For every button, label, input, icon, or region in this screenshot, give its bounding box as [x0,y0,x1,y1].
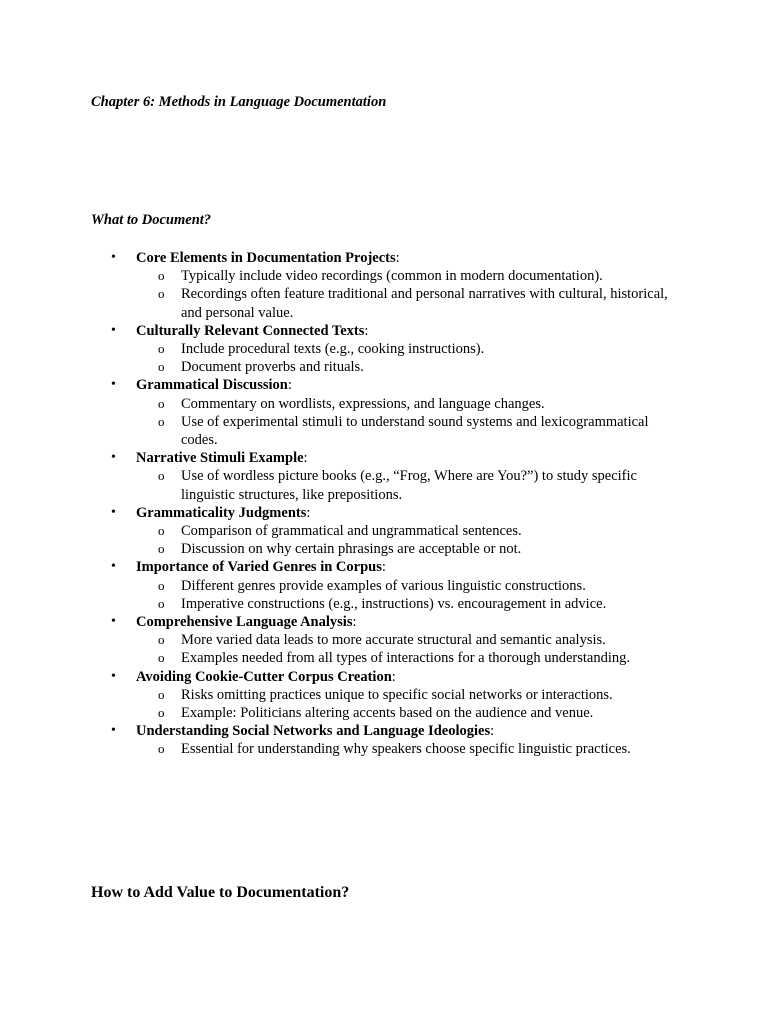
sub-bullet-icon: o [158,577,165,593]
topic-item [0,722,768,758]
subpoint-item [136,267,681,285]
subpoint-text: Document proverbs and rituals. [181,359,364,376]
subpoint-text: Typically include video recordings (common in modern documentation). [181,268,603,285]
subpoint-text: Discussion on why certain phrasings are acceptable or not. [181,541,522,558]
topic-item [0,668,768,723]
sub-bullet-icon: o [158,705,165,721]
bullet-icon: • [111,614,116,630]
subpoint-item [136,358,681,376]
topic-title: Understanding Social Networks and Language Ideologies [136,723,491,740]
topic-title: Grammaticality Judgments [136,504,307,521]
subpoint-text: Risks omitting practices unique to specific social networks or interactions. [181,686,613,703]
sub-bullet-icon: o [158,632,165,648]
bullet-icon: • [111,723,116,739]
subpoint-text: Examples needed from all types of interactions for a thorough understanding. [181,650,630,667]
topic-title-colon: : [395,250,400,266]
subpoint-list [136,267,768,322]
subpoint-item [136,340,681,358]
sub-bullet-icon: o [158,523,165,539]
subpoint-list [136,631,768,667]
sub-bullet-icon: o [158,650,165,666]
subpoint-item [136,577,681,595]
sub-bullet-icon: o [158,741,165,757]
bullet-icon: • [111,668,116,684]
bullet-icon: • [111,504,116,520]
subpoint-item [136,467,681,503]
sub-bullet-icon: o [158,268,165,284]
subpoint-list [136,395,768,450]
subpoint-item [136,522,681,540]
sub-bullet-icon: o [158,686,165,702]
subpoint-item [136,740,681,758]
topic-title-colon: : [287,377,292,394]
topic-title-colon: : [364,322,369,339]
topic-item [0,322,768,377]
topic-outline [0,249,768,759]
subpoint-item [136,395,681,413]
sub-bullet-icon: o [158,395,165,411]
bullet-icon: • [111,250,116,265]
subpoint-text: Commentary on wordlists, expressions, and language changes. [181,395,545,412]
subpoint-text: Different genres provide examples of various linguistic constructions. [181,577,586,594]
subpoint-text: Include procedural texts (e.g., cooking instructions). [181,341,485,358]
subpoint-list [136,740,768,758]
topic-title: Importance of Varied Genres in Corpus [136,559,382,576]
topic-title-colon: : [306,504,311,521]
subpoint-item [136,631,681,649]
subpoint-text: Use of experimental stimuli to understand sound systems and lexicogrammatical codes. [181,413,649,449]
topic-title-colon: : [303,450,308,467]
sub-bullet-icon: o [158,595,165,611]
subpoint-item [136,285,681,321]
bullet-icon: • [111,450,116,466]
subpoint-list [136,577,768,613]
bullet-icon: • [111,559,116,575]
topic-title: Grammatical Discussion [136,377,288,394]
topic-item [0,558,768,613]
subpoint-list [136,340,768,376]
sub-bullet-icon: o [158,286,165,302]
subpoint-list [136,686,768,722]
topic-title-colon: : [381,559,386,576]
subpoint-list [136,467,768,503]
topic-title-colon: : [391,668,396,685]
topic-item [0,504,768,559]
topic-item [0,613,768,668]
subpoint-text: Imperative constructions (e.g., instructions) vs. encouragement in advice. [181,595,607,612]
subpoint-text: Essential for understanding why speakers choose specific linguistic practices. [181,741,631,758]
subpoint-list [136,522,768,558]
bullet-icon: • [111,377,116,393]
topic-title-colon: : [352,614,357,631]
chapter-title: Chapter 6: Methods in Language Documentation [91,94,387,110]
bullet-icon: • [111,322,116,338]
topic-item [0,249,768,322]
subpoint-item [136,413,681,449]
section-heading-add-value: How to Add Value to Documentation? [91,884,350,901]
section-heading-what-to-document: What to Document? [91,212,212,228]
sub-bullet-icon: o [158,413,165,429]
topic-item [0,449,768,504]
topic-title: Comprehensive Language Analysis [136,614,353,631]
subpoint-text: Example: Politicians altering accents based on the audience and venue. [181,705,594,722]
topic-title-colon: : [490,723,495,740]
topic-item [0,376,768,449]
topic-title: Core Elements in Documentation Projects [136,250,396,266]
sub-bullet-icon: o [158,468,165,484]
subpoint-item [136,649,681,667]
sub-bullet-icon: o [158,541,165,557]
subpoint-text: Comparison of grammatical and ungrammatical sentences. [181,523,522,540]
subpoint-item [136,595,681,613]
subpoint-item [136,686,681,704]
topic-title: Culturally Relevant Connected Texts [136,322,365,339]
subpoint-text: More varied data leads to more accurate structural and semantic analysis. [181,632,606,649]
subpoint-text: Recordings often feature traditional and personal narratives with cultural, historical, and personal value. [181,286,668,321]
subpoint-item [136,704,681,722]
sub-bullet-icon: o [158,341,165,357]
subpoint-item [136,540,681,558]
subpoint-text: Use of wordless picture books (e.g., “Frog, Where are You?”) to study specific linguistic structures, like prepositions. [181,468,637,503]
topic-title: Avoiding Cookie-Cutter Corpus Creation [136,668,392,685]
topic-title: Narrative Stimuli Example [136,450,304,467]
sub-bullet-icon: o [158,359,165,375]
